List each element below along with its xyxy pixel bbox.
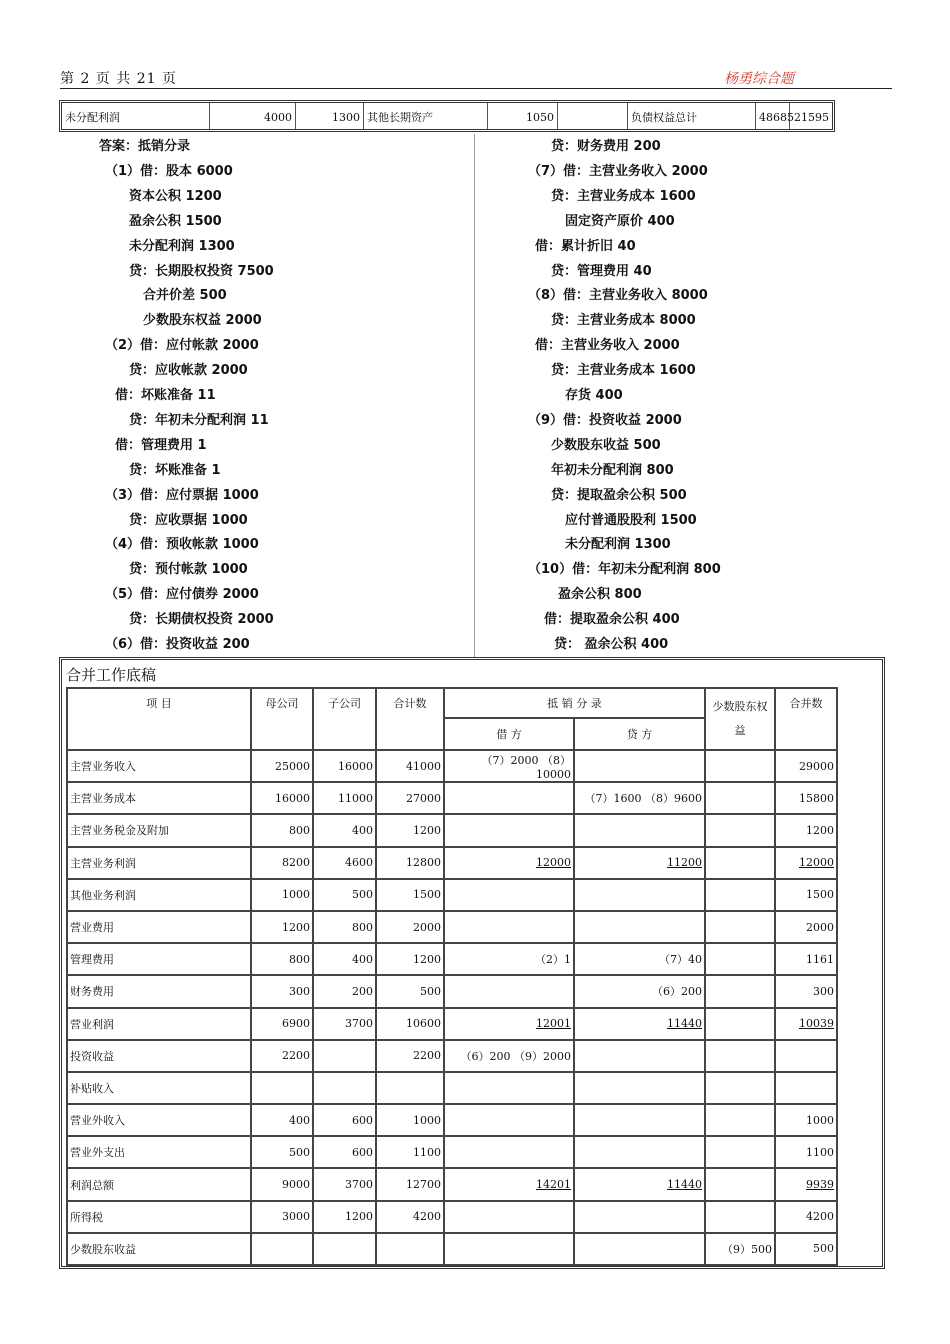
cell-credit	[574, 1040, 705, 1072]
cell-consolidated-value: 4200	[806, 1210, 834, 1224]
cell-consolidated-value: 10039	[799, 1017, 834, 1031]
cell-parent	[251, 782, 313, 814]
cell-debit-value: 12000	[536, 856, 571, 870]
cell-total-value: 1000	[413, 1113, 441, 1127]
cell-item	[67, 943, 251, 975]
entry-line-right: 借：提取盈余公积 400	[544, 612, 680, 628]
entry-line-right: 贷：主营业务成本 1600	[551, 363, 696, 379]
entry-line-left: 未分配利润 1300	[129, 238, 235, 254]
cell-sub	[313, 750, 376, 782]
entry-line-right: 未分配利润 1300	[565, 537, 671, 553]
table-row	[67, 879, 837, 911]
row-label: 未分配利润	[62, 103, 210, 129]
entry-line-right: 贷：主营业务成本 1600	[551, 188, 696, 204]
cell-parent-value: 3000	[282, 1210, 310, 1224]
column-divider	[474, 134, 475, 657]
cell-parent-value: 1000	[282, 888, 310, 902]
cell-consolidated-value: 1000	[806, 1113, 834, 1127]
cell-total	[376, 1008, 444, 1040]
cell-total	[376, 1233, 444, 1265]
cell-credit	[574, 1233, 705, 1265]
cell-minority	[705, 1233, 775, 1265]
page-number: 第 2 页 共 21 页	[60, 71, 177, 87]
cell-parent-value: 500	[289, 1145, 310, 1159]
cell-item	[67, 1072, 251, 1104]
cell-debit	[444, 847, 574, 879]
header-debit: 借 方	[444, 718, 574, 750]
entry-line-left: （6）借：投资收益 200	[105, 637, 250, 652]
cell-item	[67, 1201, 251, 1233]
cell-credit	[574, 1136, 705, 1168]
sub-value: 1300	[296, 103, 364, 129]
table-row	[67, 1072, 837, 1104]
sub-value	[558, 103, 628, 129]
table-row	[67, 943, 837, 975]
entry-line-left: （5）借：应付债券 2000	[105, 587, 259, 603]
cell-minority-value: （9）500	[722, 1242, 772, 1256]
entry-line-left: （1）借：股本 6000	[105, 163, 233, 179]
cell-minority	[705, 1040, 775, 1072]
entry-line-left: 合并价差 500	[143, 288, 227, 304]
cell-minority	[705, 1008, 775, 1040]
cell-credit	[574, 1201, 705, 1233]
cell-parent-value: 2200	[282, 1049, 310, 1063]
cell-consolidated	[775, 879, 837, 911]
cell-debit	[444, 1168, 574, 1200]
cell-item	[67, 879, 251, 911]
entry-line-right: （7）借：主营业务收入 2000	[528, 163, 708, 179]
cell-total-value: 1200	[413, 952, 441, 966]
header-consolidated: 合并数	[775, 688, 837, 750]
balance-sheet-last-row	[59, 100, 835, 132]
cell-debit	[444, 1008, 574, 1040]
cell-debit	[444, 1072, 574, 1104]
cell-item-value: 主营业务成本	[70, 792, 136, 806]
cell-sub-value: 400	[352, 823, 373, 837]
cell-total-value: 2000	[413, 920, 441, 934]
cell-minority	[705, 879, 775, 911]
cell-parent	[251, 943, 313, 975]
cell-total	[376, 1168, 444, 1200]
cell-total-value: 2200	[413, 1049, 441, 1063]
table-row	[67, 1168, 837, 1200]
cell-consolidated-value: 1161	[806, 952, 834, 966]
cell-consolidated	[775, 1136, 837, 1168]
cell-consolidated	[775, 1040, 837, 1072]
cell-debit	[444, 943, 574, 975]
cell-parent	[251, 1104, 313, 1136]
cell-parent-value: 6900	[282, 1017, 310, 1031]
entry-line-left: 贷：长期债权投资 2000	[129, 612, 274, 628]
cell-consolidated-value: 1500	[806, 888, 834, 902]
cell-total	[376, 1201, 444, 1233]
entry-line-right: 借：主营业务收入 2000	[535, 338, 680, 354]
cell-sub-value: 4600	[345, 856, 373, 870]
entry-line-left: 贷：应收帐款 2000	[129, 363, 248, 379]
entry-line-right: 年初未分配利润 800	[551, 462, 674, 478]
cell-parent	[251, 975, 313, 1007]
parent-value: 1050	[488, 103, 558, 129]
cell-credit	[574, 943, 705, 975]
cell-total-value: 10600	[406, 1017, 441, 1031]
cell-debit	[444, 750, 574, 782]
cell-item-value: 营业外支出	[70, 1146, 125, 1160]
cell-total	[376, 975, 444, 1007]
entry-line-right: 少数股东收益 500	[551, 437, 661, 453]
cell-sub-value: 400	[352, 952, 373, 966]
header-sub: 子公司	[313, 688, 376, 750]
cell-sub	[313, 943, 376, 975]
table-row	[67, 1136, 837, 1168]
cell-parent	[251, 1072, 313, 1104]
cell-parent-value: 9000	[282, 1178, 310, 1192]
entry-line-right: 贷：主营业务成本 8000	[551, 313, 696, 329]
table-row	[67, 1104, 837, 1136]
entry-line-right: 贷：管理费用 40	[551, 263, 652, 279]
cell-consolidated	[775, 814, 837, 846]
cell-sub	[313, 1201, 376, 1233]
entry-line-left: 贷：应收票据 1000	[129, 512, 248, 528]
cell-minority	[705, 847, 775, 879]
header-credit: 贷 方	[574, 718, 705, 750]
cell-sub	[313, 1104, 376, 1136]
cell-total-value: 4200	[413, 1210, 441, 1224]
row-label: 其他长期资产	[364, 103, 488, 129]
table-row	[67, 1233, 837, 1265]
cell-item-value: 管理费用	[70, 953, 114, 967]
entry-line-right: （10）借：年初未分配利润 800	[528, 562, 721, 578]
row-label: 负债权益总计	[628, 103, 756, 129]
table-row	[67, 975, 837, 1007]
entry-line-left: （4）借：预收帐款 1000	[105, 537, 259, 553]
parent-value: 4000	[210, 103, 296, 129]
cell-minority	[705, 814, 775, 846]
entry-line-right: 盈余公积 800	[558, 587, 642, 603]
cell-minority	[705, 1201, 775, 1233]
cell-sub-value: 3700	[345, 1017, 373, 1031]
cell-consolidated	[775, 750, 837, 782]
cell-debit	[444, 879, 574, 911]
cell-total-value: 1500	[413, 888, 441, 902]
cell-debit	[444, 814, 574, 846]
cell-parent	[251, 1008, 313, 1040]
cell-consolidated	[775, 1008, 837, 1040]
cell-total-value: 41000	[406, 759, 441, 773]
entry-line-left: （3）借：应付票据 1000	[105, 487, 259, 503]
cell-item	[67, 975, 251, 1007]
cell-minority	[705, 1136, 775, 1168]
cell-item	[67, 1136, 251, 1168]
cell-minority	[705, 750, 775, 782]
cell-credit	[574, 847, 705, 879]
cell-sub-value: 11000	[338, 791, 373, 805]
cell-sub	[313, 879, 376, 911]
cell-item-value: 所得税	[70, 1210, 103, 1224]
cell-debit-value: （6）200 （9）2000	[460, 1049, 571, 1063]
cell-minority	[705, 943, 775, 975]
sub-value: 21595	[794, 111, 829, 124]
header-elimination: 抵 销 分 录	[444, 688, 705, 718]
cell-sub-value: 16000	[338, 759, 373, 773]
cell-credit	[574, 750, 705, 782]
cell-sub	[313, 782, 376, 814]
cell-credit	[574, 1104, 705, 1136]
cell-sub	[313, 1008, 376, 1040]
cell-sub	[313, 975, 376, 1007]
cell-parent	[251, 911, 313, 943]
cell-total	[376, 911, 444, 943]
header-total: 合计数	[376, 688, 444, 750]
entry-line-left: 盈余公积 1500	[129, 213, 222, 229]
entry-line-left: 贷：年初未分配利润 11	[129, 412, 269, 428]
cell-sub-value: 600	[352, 1145, 373, 1159]
cell-item	[67, 1040, 251, 1072]
cell-sub-value: 1200	[345, 1210, 373, 1224]
table-row	[67, 1008, 837, 1040]
cell-sub	[313, 911, 376, 943]
cell-consolidated-value: 15800	[799, 791, 834, 805]
cell-debit	[444, 782, 574, 814]
cell-item	[67, 750, 251, 782]
parent-value: 48685	[756, 103, 790, 129]
cell-credit	[574, 1072, 705, 1104]
cell-total-value: 12700	[406, 1178, 441, 1192]
cell-item	[67, 1168, 251, 1200]
cell-total	[376, 814, 444, 846]
cell-total-value: 1200	[413, 823, 441, 837]
cell-debit	[444, 1136, 574, 1168]
cell-credit-value: 11200	[667, 856, 702, 870]
cell-item	[67, 782, 251, 814]
page-header	[60, 66, 892, 89]
cell-minority	[705, 782, 775, 814]
entry-line-left: 贷：坏账准备 1	[129, 462, 221, 478]
cell-consolidated	[775, 1104, 837, 1136]
cell-debit	[444, 1201, 574, 1233]
header-minority: 少数股东权益	[705, 688, 775, 750]
cell-consolidated	[775, 1072, 837, 1104]
cell-parent	[251, 1233, 313, 1265]
cell-debit-value: （2）1	[535, 953, 571, 967]
cell-item-value: 少数股东收益	[70, 1242, 136, 1256]
entry-line-right: 应付普通股股利 1500	[565, 512, 697, 528]
cell-minority	[705, 1104, 775, 1136]
cell-credit-value: 11440	[667, 1178, 702, 1192]
cell-sub	[313, 1233, 376, 1265]
cell-sub	[313, 1168, 376, 1200]
cell-parent	[251, 879, 313, 911]
cell-item	[67, 1104, 251, 1136]
cell-consolidated-value: 300	[813, 984, 834, 998]
cell-minority	[705, 1072, 775, 1104]
cell-consolidated-value: 500	[813, 1242, 834, 1256]
cell-consolidated-value: 1100	[806, 1145, 834, 1159]
entry-line-right: 贷：提取盈余公积 500	[551, 487, 687, 503]
cell-sub	[313, 1136, 376, 1168]
cell-sub	[313, 1040, 376, 1072]
cell-total	[376, 943, 444, 975]
cell-parent-value: 400	[289, 1113, 310, 1127]
table-row	[67, 1201, 837, 1233]
cell-credit-value: （7）1600 （8）9600	[584, 792, 702, 806]
entry-line-left: 少数股东权益 2000	[143, 313, 262, 329]
cell-parent-value: 1200	[282, 920, 310, 934]
cell-parent-value: 800	[289, 823, 310, 837]
cell-credit	[574, 911, 705, 943]
cell-item	[67, 1008, 251, 1040]
cell-credit	[574, 782, 705, 814]
cell-credit	[574, 879, 705, 911]
cell-item-value: 财务费用	[70, 985, 114, 999]
cell-consolidated-value: 12000	[799, 856, 834, 870]
entry-line-left: 贷：预付帐款 1000	[129, 562, 248, 578]
worksheet-title: 合并工作底稿	[66, 666, 157, 684]
cell-parent	[251, 1201, 313, 1233]
cell-consolidated	[775, 847, 837, 879]
cell-credit-value: （6）200	[652, 985, 702, 999]
cell-total-value: 500	[420, 984, 441, 998]
cell-sub-value: 800	[352, 920, 373, 934]
cell-item-value: 主营业务利润	[70, 856, 136, 870]
cell-item	[67, 1233, 251, 1265]
cell-item	[67, 847, 251, 879]
cell-debit	[444, 1104, 574, 1136]
cell-total	[376, 782, 444, 814]
entry-line-right: 借：累计折旧 40	[535, 238, 636, 254]
entry-line-left: 借：管理费用 1	[115, 437, 207, 453]
document-title: 杨勇综合题	[724, 71, 794, 87]
cell-parent-value: 300	[289, 984, 310, 998]
cell-debit	[444, 911, 574, 943]
table-row	[67, 782, 837, 814]
table-row	[67, 911, 837, 943]
cell-consolidated	[775, 782, 837, 814]
cell-consolidated	[775, 911, 837, 943]
cell-consolidated	[775, 943, 837, 975]
cell-consolidated	[775, 975, 837, 1007]
cell-total	[376, 1072, 444, 1104]
cell-debit-value: 12001	[536, 1017, 571, 1031]
cell-item-value: 营业利润	[70, 1017, 114, 1031]
table-row	[67, 750, 837, 782]
entry-line-right: （9）借：投资收益 2000	[528, 412, 682, 428]
cell-debit	[444, 1233, 574, 1265]
cell-total-value: 12800	[406, 856, 441, 870]
cell-item-value: 营业外收入	[70, 1114, 125, 1128]
cell-sub	[313, 814, 376, 846]
cell-consolidated-value: 9939	[806, 1178, 834, 1192]
cell-parent-value: 800	[289, 952, 310, 966]
cell-sub-value: 600	[352, 1113, 373, 1127]
cell-total	[376, 1136, 444, 1168]
cell-minority	[705, 1168, 775, 1200]
entry-line-left: 资本公积 1200	[129, 188, 222, 204]
cell-parent	[251, 1136, 313, 1168]
cell-debit	[444, 975, 574, 1007]
cell-item-value: 主营业务收入	[70, 760, 136, 774]
cell-credit	[574, 814, 705, 846]
entry-line-right: 固定资产原价 400	[565, 213, 675, 229]
cell-item-value: 补贴收入	[70, 1081, 114, 1095]
cell-sub	[313, 1072, 376, 1104]
entry-line-right: 贷：财务费用 200	[551, 139, 661, 154]
cell-item-value: 其他业务利润	[70, 888, 136, 902]
consolidation-worksheet	[59, 657, 885, 1269]
cell-sub-value: 200	[352, 984, 373, 998]
cell-consolidated	[775, 1201, 837, 1233]
cell-debit-value: 14201	[536, 1178, 571, 1192]
cell-parent	[251, 1040, 313, 1072]
cell-consolidated	[775, 1168, 837, 1200]
cell-credit	[574, 975, 705, 1007]
cell-parent	[251, 814, 313, 846]
entry-line-left: 借：坏账准备 11	[115, 388, 216, 403]
cell-total	[376, 1104, 444, 1136]
cell-parent	[251, 847, 313, 879]
cell-total-value: 27000	[406, 791, 441, 805]
cell-total	[376, 750, 444, 782]
entry-line-right: （8）借：主营业务收入 8000	[528, 288, 708, 304]
cell-parent-value: 25000	[275, 759, 310, 773]
worksheet-table	[66, 687, 838, 1266]
cell-minority	[705, 911, 775, 943]
cell-total	[376, 1040, 444, 1072]
cell-item-value: 投资收益	[70, 1049, 114, 1063]
cell-debit-value: （7）2000 （8）10000	[481, 753, 571, 781]
cell-parent-value: 16000	[275, 791, 310, 805]
cell-debit	[444, 1040, 574, 1072]
cell-consolidated-value: 2000	[806, 920, 834, 934]
table-row	[67, 847, 837, 879]
entry-line-right: 贷： 盈余公积 400	[554, 637, 669, 652]
cell-minority	[705, 975, 775, 1007]
table-row	[67, 814, 837, 846]
cell-consolidated	[775, 1233, 837, 1265]
entry-line-left: （2）借：应付帐款 2000	[105, 338, 259, 354]
cell-total	[376, 847, 444, 879]
cell-item	[67, 814, 251, 846]
cell-parent	[251, 750, 313, 782]
cell-parent	[251, 1168, 313, 1200]
cell-consolidated-value: 29000	[799, 759, 834, 773]
cell-credit	[574, 1168, 705, 1200]
entry-line-right: 存货 400	[565, 388, 623, 403]
cell-total	[376, 879, 444, 911]
cell-credit-value: 11440	[667, 1017, 702, 1031]
cell-sub-value: 500	[352, 888, 373, 902]
cell-item-value: 主营业务税金及附加	[70, 824, 169, 838]
header-parent: 母公司	[251, 688, 313, 750]
cell-item-value: 营业费用	[70, 921, 114, 935]
cell-sub	[313, 847, 376, 879]
cell-parent-value: 8200	[282, 856, 310, 870]
cell-credit	[574, 1008, 705, 1040]
header-item: 项 目	[67, 688, 251, 750]
cell-credit-value: （7）40	[659, 953, 702, 967]
cell-sub-value: 3700	[345, 1178, 373, 1192]
cell-item	[67, 911, 251, 943]
cell-total-value: 1100	[413, 1145, 441, 1159]
entry-line-left: 答案：抵销分录	[99, 139, 191, 154]
cell-item-value: 利润总额	[70, 1178, 114, 1192]
worksheet-body	[67, 750, 837, 1265]
cell-consolidated-value: 1200	[806, 823, 834, 837]
answer-section	[59, 132, 884, 657]
table-row	[67, 1040, 837, 1072]
entry-line-left: 贷：长期股权投资 7500	[129, 263, 274, 279]
